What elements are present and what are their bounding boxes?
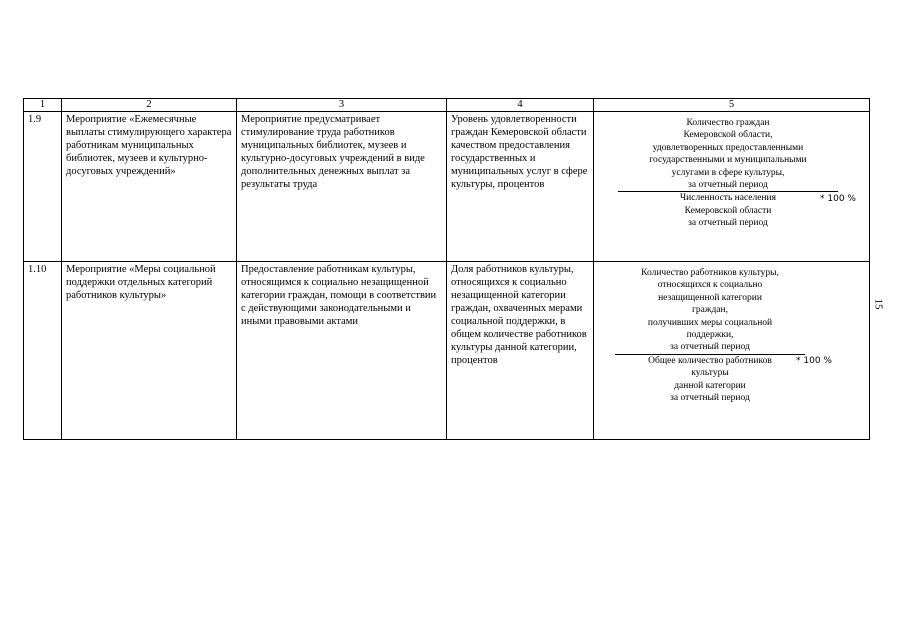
formula-cell (594, 112, 870, 262)
description-cell: Мероприятие предусматривает стимулирование труда работников муниципальных библиотек, музеев и культурно-досуговых учреждений в виде дополнительных денежных выплат за результаты труда (237, 112, 447, 262)
header-row (24, 99, 870, 112)
indicator-cell: Доля работников культуры, относящихся к социально незащищенной категории граждан, охваченных мерами социальной поддержки, в общем количестве работников культуры данной категории, процентов (447, 262, 594, 440)
formula-line: поддержки, (686, 330, 734, 341)
formula (598, 263, 865, 404)
formula-line: граждан, (692, 305, 728, 316)
formula-line: за отчетный период (670, 393, 750, 404)
indicator-cell: Уровень удовлетворенности граждан Кемеровской области качеством предоставления государственных и муниципальных услуг в сфере культуры, процентов (447, 112, 594, 262)
formula-line: Общее количество работников (648, 355, 772, 366)
formula-line: данной категории (674, 380, 746, 391)
formula-line: Численность населения (679, 193, 776, 204)
formula-line: Кемеровской области, (683, 130, 773, 141)
page-number: 15 (872, 298, 885, 310)
table-row (24, 112, 870, 262)
formula-line: незащищенной категории (658, 292, 762, 303)
header-cell-2: 2 (62, 99, 237, 112)
formula-line: удовлетворенных предоставленными (652, 142, 804, 153)
description-cell: Предоставление работникам культуры, относящимся к социально незащищенной категории граждан, помощи в соответствии с действующими законодательными и иными правовыми актами (237, 262, 447, 440)
formula-line: за отчетный период (688, 218, 768, 229)
row-number: 1.9 (24, 112, 62, 262)
formula-multiplier: * 100 % (796, 356, 832, 366)
formula-line: государственными и муниципальными (649, 155, 807, 166)
formula-line: услугами в сфере культуры, (671, 167, 785, 178)
formula-line: Количество работников культуры, (641, 268, 779, 278)
formula-numerator (600, 267, 820, 354)
formula-line: относящихся к социально (657, 280, 763, 291)
header-cell-5: 5 (594, 99, 870, 112)
formula-numerator (618, 117, 838, 191)
activity-cell: Мероприятие «Ежемесячные выплаты стимулирующего характера работникам муниципальных библиотек, музеев и культурно-досуговых учреждений» (62, 112, 237, 262)
formula-line: культуры (691, 368, 729, 379)
formula-line: за отчетный период (688, 180, 768, 191)
measures-table (23, 98, 870, 440)
table-row (24, 262, 870, 440)
header-cell-3: 3 (237, 99, 447, 112)
formula-line: получивших меры социальной (647, 317, 773, 328)
formula-line: за отчетный период (670, 342, 750, 353)
formula-denominator (618, 192, 838, 229)
formula (598, 113, 865, 230)
formula-denominator (600, 355, 820, 405)
formula-line: Кемеровской области (684, 205, 772, 216)
row-number: 1.10 (24, 262, 62, 440)
formula-cell (594, 262, 870, 440)
header-cell-1: 1 (24, 99, 62, 112)
formula-line: Количество граждан (686, 118, 770, 128)
activity-cell: Мероприятие «Меры социальной поддержки отдельных категорий работников культуры» (62, 262, 237, 440)
formula-multiplier: * 100 % (820, 194, 856, 204)
header-cell-4: 4 (447, 99, 594, 112)
